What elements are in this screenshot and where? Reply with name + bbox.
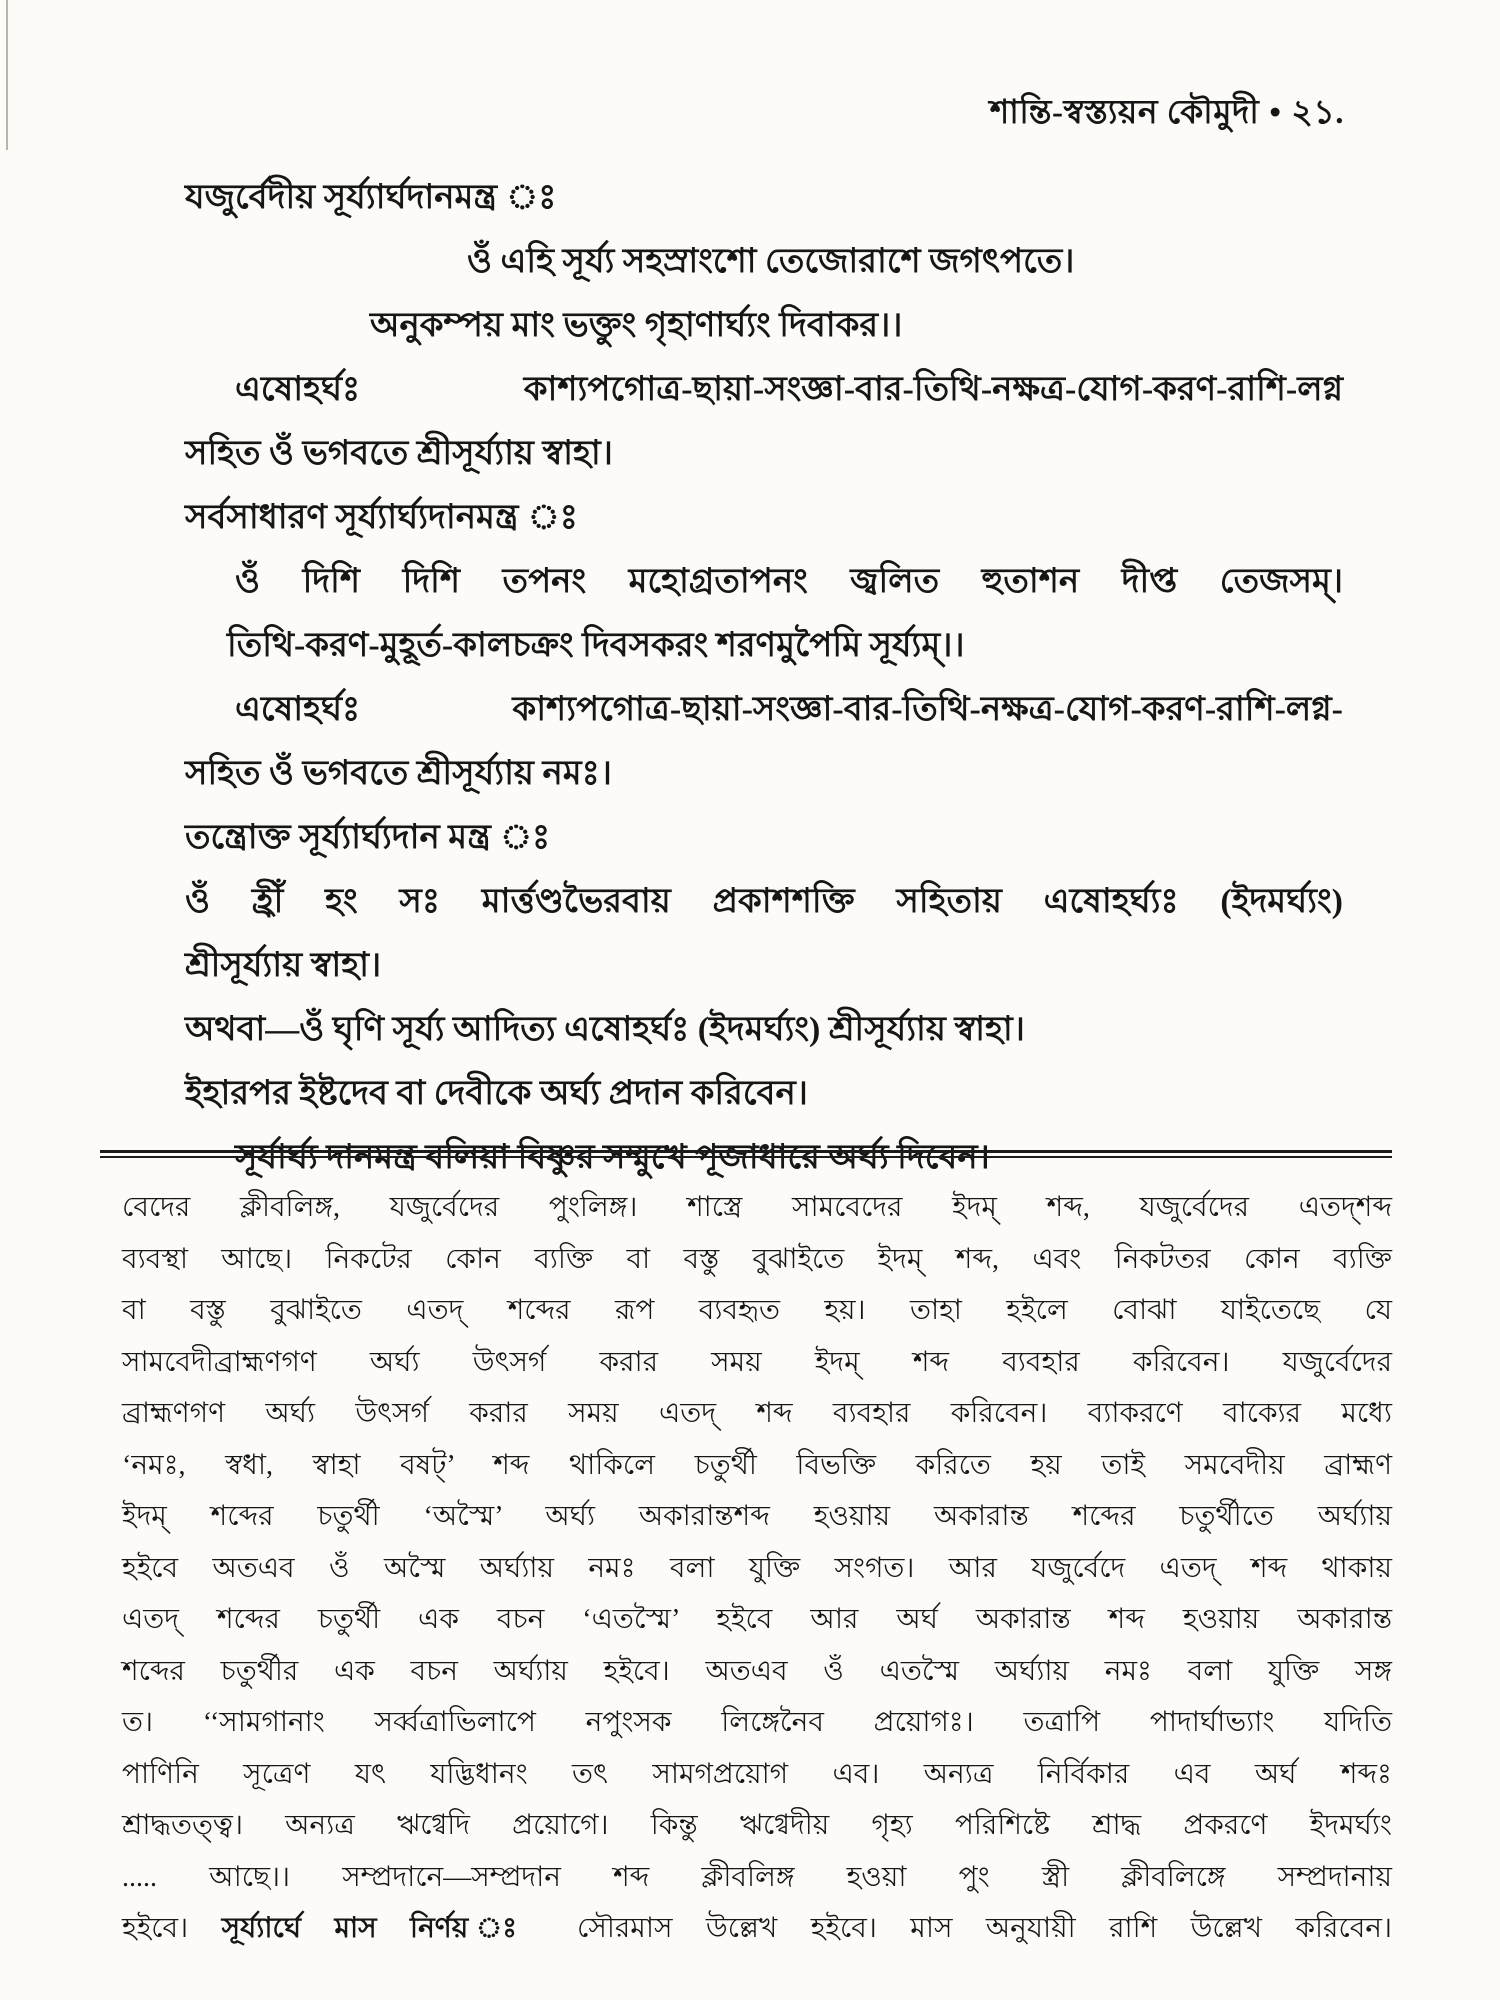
text-line: শ্রীসূর্য্যায় স্বাহা। [185, 947, 382, 984]
text-line: তন্ত্রোক্ত সূর্য্যার্ঘ্যদান মন্ত্র ঃ [185, 819, 551, 856]
header-bullet: • [1269, 95, 1282, 131]
text-line: সহিত ওঁ ভগবতে শ্রীসূর্য্যায় স্বাহা। [185, 435, 613, 472]
text-segment: সৌরমাস উল্লেখ হইবে। মাস অনুযায়ী রাশি উল্লেখ করিবেন। [577, 1913, 1393, 1944]
text-line: এষোহর্ঘঃ কাশ্যপগোত্র-ছায়া-সংজ্ঞা-বার-তিথি-নক্ষত্র-যোগ-করণ-রাশি-লগ্ন [235, 371, 1343, 408]
bold-text-segment: সূর্য্যার্ঘে মাস নির্ণয় ঃ [221, 1913, 578, 1944]
text-line: এতদ্ শব্দের চতুর্থী এক বচন ‘এতস্মৈ’ হইবে আর অর্ঘ অকারান্ত শব্দ হওয়ায় অকারান্ত [122, 1604, 1392, 1635]
main-text [185, 166, 1343, 1190]
text-line: ওঁ হ্রীঁ হং সঃ মার্ত্তণ্ডভৈরবায় প্রকাশশক্তি সহিতায় এষোহর্ঘ্যঃ (ইদমর্ঘ্যং) [185, 883, 1343, 920]
page-header [0, 86, 1344, 142]
book-title: শান্তি-স্বস্ত্যয়ন কৌমুদী [989, 95, 1260, 131]
text-line: শ্রাদ্ধতত্ত্ব। অন্যত্র ঋগ্বেদি প্রয়োগে। কিন্তু ঋগ্বেদীয় গৃহ্য পরিশিষ্টে শ্রাদ্ধ প্রকরণে ইদমর্ঘ্যং [122, 1810, 1392, 1841]
text-line: ইহারপর ইষ্টদেব বা দেবীকে অর্ঘ্য প্রদান করিবেন। [185, 1075, 808, 1112]
text-line: তিথি-করণ-মুহূর্ত-কালচক্রং দিবসকরং শরণমুপৈমি সূর্য্যম্।। [227, 627, 965, 664]
text-line: ব্রাহ্মণগণ অর্ঘ্য উৎসর্গ করার সময় এতদ্ শব্দ ব্যবহার করিবেন। ব্যাকরণে বাক্যের মধ্যে [122, 1398, 1392, 1429]
text-segment: হইবে। [122, 1913, 222, 1944]
footnote-divider [100, 1150, 1392, 1158]
text-line [122, 1903, 1392, 1955]
text-line: যজুর্বেদীয় সূর্য্যার্ঘদানমন্ত্র ঃ [185, 179, 557, 216]
text-line: সহিত ওঁ ভগবতে শ্রীসূর্য্যায় নমঃ। [185, 755, 612, 792]
text-line: পাণিনি সূত্রেণ যৎ যদ্ভিধানং তৎ সামগপ্রয়োগ এব। অন্যত্র নির্বিকার এব অর্ঘ শব্দঃ [122, 1758, 1392, 1790]
text-line: হইবে অতএব ওঁ অস্মৈ অর্ঘ্যায় নমঃ বলা যুক্তি সংগত। আর যজুর্বেদে এতদ্ শব্দ থাকায় [122, 1552, 1392, 1584]
page-number: ২১. [1291, 95, 1344, 131]
text-line: এষোহর্ঘঃ কাশ্যপগোত্র-ছায়া-সংজ্ঞা-বার-তিথি-নক্ষত্র-যোগ-করণ-রাশি-লগ্ন- [235, 691, 1343, 728]
text-line: অনুকম্পয় মাং ভক্তুং গৃহাণার্ঘ্যং দিবাকর।। [370, 307, 903, 344]
text-line: ..... আছে।। সম্প্রদানে—সম্প্রদান শব্দ ক্লীবলিঙ্গ হওয়া পুং স্ত্রী ক্লীবলিঙ্গে সম্প্রদানায় [122, 1861, 1392, 1893]
text-line: ব্যবস্থা আছে। নিকটের কোন ব্যক্তি বা বস্তু বুঝাইতে ইদম্ শব্দ, এবং নিকটতর কোন ব্যক্তি [122, 1243, 1392, 1275]
text-line: সর্বসাধারণ সূর্য্যার্ঘ্যদানমন্ত্র ঃ [185, 499, 578, 536]
text-line: অথবা—ওঁ ঘৃণি সূর্য্য আদিত্য এষোহর্ঘঃ (ইদমর্ঘ্যং) শ্রীসূর্য্যায় স্বাহা। [185, 1011, 1025, 1048]
text-line: ওঁ এহি সূর্য্য সহস্রাংশো তেজোরাশে জগৎপতে। [467, 243, 1075, 280]
text-line: বা বস্তু বুঝাইতে এতদ্ শব্দের রূপ ব্যবহৃত হয়। তাহা হইলে বোঝা যাইতেছে যে [122, 1295, 1392, 1326]
text-line: ত। ‘‘সামগানাং সর্ব্বত্রাভিলাপে নপুংসক লিঙ্গেনৈব প্রয়োগঃ। তত্রাপি পাদার্ঘাভ্যাং যদিতি [122, 1707, 1392, 1738]
text-line: শব্দের চতুর্থীর এক বচন অর্ঘ্যায় হইবে। অতএব ওঁ এতস্মৈ অর্ঘ্যায় নমঃ বলা যুক্তি সঙ্গ [122, 1655, 1392, 1687]
text-line: সূর্যার্ঘ্য দানমন্ত্র বলিয়া বিষ্ণুর সম্মুখে পূজাধারে অর্ঘ্য দিবেন। [235, 1139, 990, 1176]
text-line: ইদম্ শব্দের চতুর্থী ‘অস্মৈ’ অর্ঘ্য অকারান্তশব্দ হওয়ায় অকারান্ত শব্দের চতুর্থীতে অর্ঘ্যায় [122, 1501, 1392, 1532]
text-line: সামবেদীব্রাহ্মণগণ অর্ঘ্য উৎসর্গ করার সময় ইদম্ শব্দ ব্যবহার করিবেন। যজুর্বেদের [122, 1346, 1392, 1378]
footnote-text [122, 1182, 1392, 1955]
text-line: বেদের ক্লীবলিঙ্গ, যজুর্বেদের পুংলিঙ্গ। শাস্ত্রে সামবেদের ইদম্ শব্দ, যজুর্বেদের এতদ্‌শব্দ [122, 1192, 1392, 1223]
text-line: ওঁ দিশি দিশি তপনং মহোগ্রতাপনং জ্বলিত হুতাশন দীপ্ত তেজসম্। [235, 563, 1343, 600]
text-line: ‘নমঃ, স্বধা, স্বাহা বষট্’ শব্দ থাকিলে চতুর্থী বিভক্তি করিতে হয় তাই সমবেদীয় ব্রাহ্মণ [122, 1449, 1392, 1481]
